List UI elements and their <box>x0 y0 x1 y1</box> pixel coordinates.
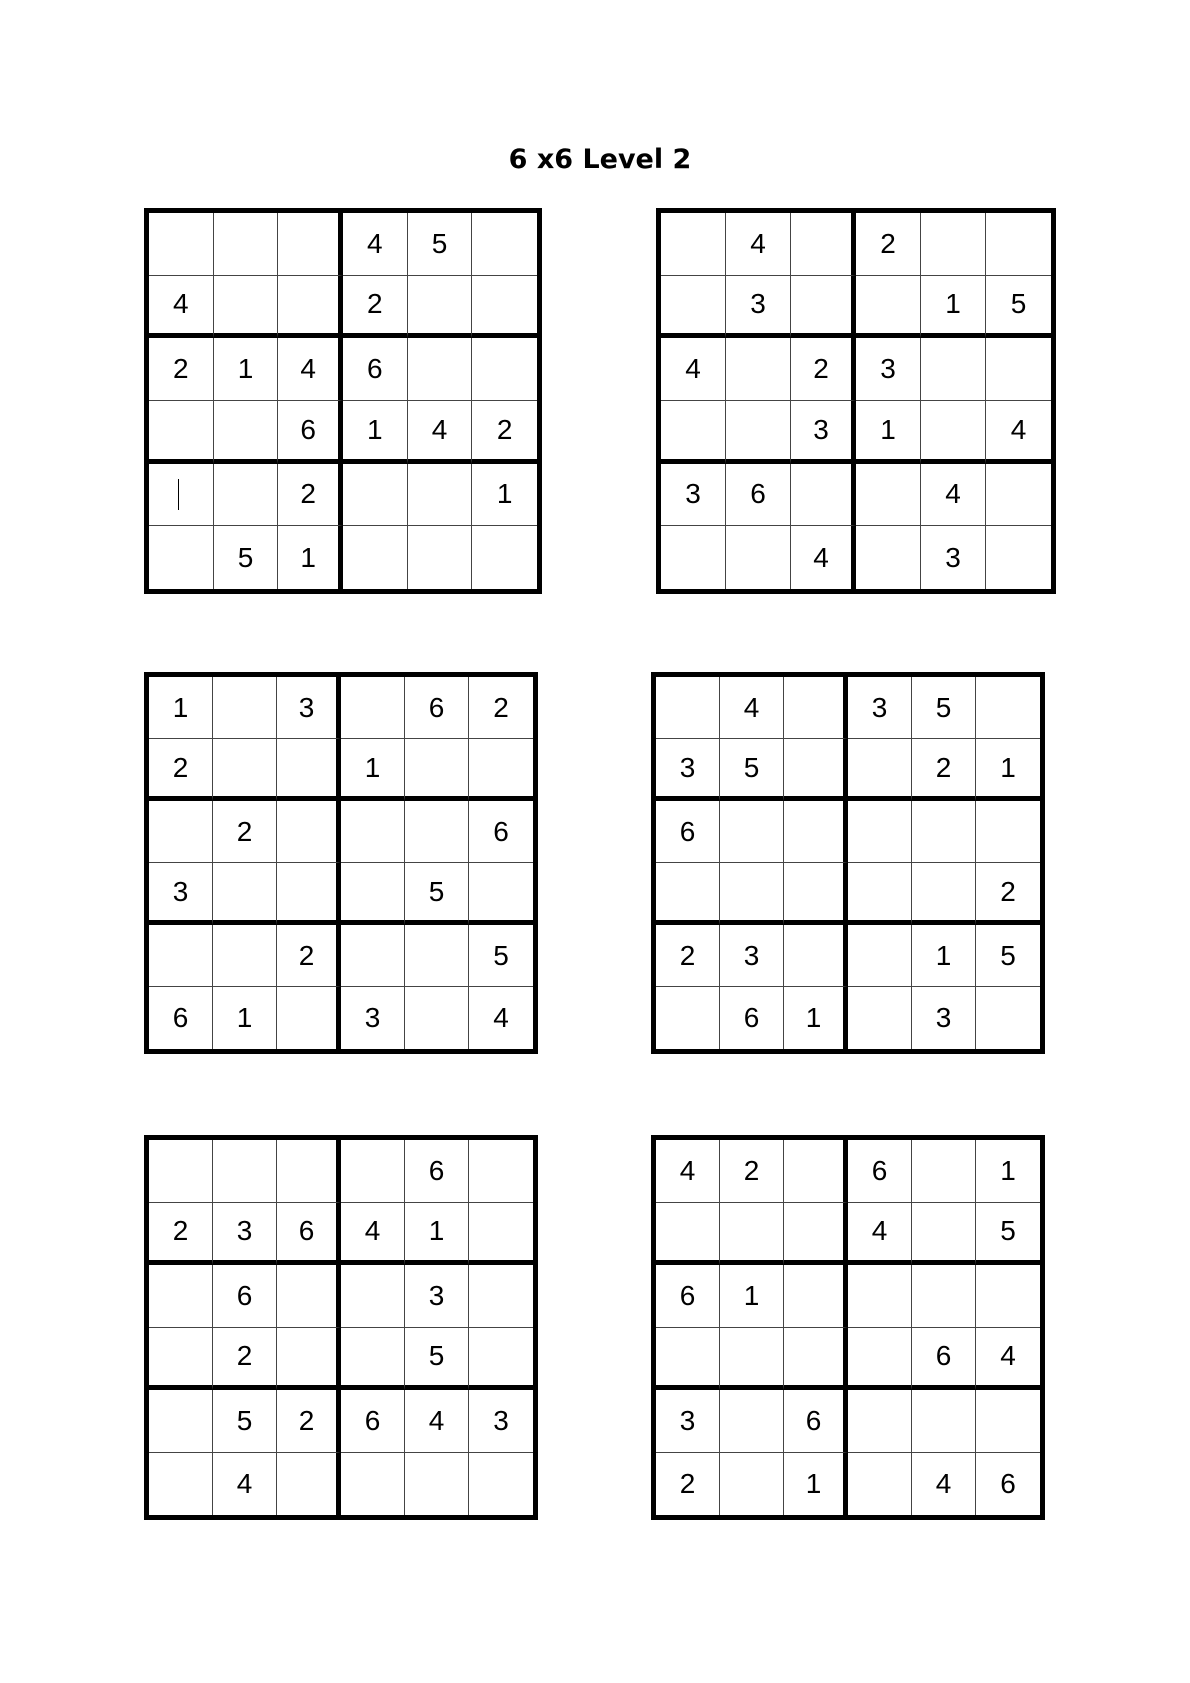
sudoku-cell[interactable] <box>856 526 921 589</box>
sudoku-cell[interactable]: 4 <box>791 526 856 589</box>
sudoku-cell[interactable]: 4 <box>213 1453 277 1516</box>
sudoku-cell[interactable]: 6 <box>213 1265 277 1328</box>
sudoku-cell[interactable] <box>469 863 533 925</box>
sudoku-cell[interactable]: 6 <box>469 801 533 863</box>
sudoku-cell[interactable]: 1 <box>976 1140 1040 1203</box>
sudoku-cell[interactable]: 3 <box>720 925 784 987</box>
sudoku-cell[interactable]: 5 <box>986 276 1051 339</box>
sudoku-cell[interactable] <box>214 276 279 339</box>
sudoku-cell[interactable] <box>472 276 537 339</box>
sudoku-cell[interactable]: 5 <box>214 526 279 589</box>
sudoku-grid-3 <box>144 672 538 1054</box>
sudoku-cell[interactable]: 4 <box>656 1140 720 1203</box>
sudoku-cell[interactable]: 2 <box>656 1453 720 1516</box>
sudoku-cell[interactable] <box>986 338 1051 401</box>
sudoku-cell[interactable] <box>472 338 537 401</box>
sudoku-cell[interactable] <box>661 401 726 464</box>
sudoku-cell[interactable] <box>469 1328 533 1391</box>
sudoku-cell[interactable] <box>848 1453 912 1516</box>
sudoku-grid-5 <box>144 1135 538 1520</box>
sudoku-cell[interactable] <box>656 987 720 1049</box>
sudoku-cell[interactable]: 4 <box>493 1002 509 1033</box>
sudoku-cell[interactable]: 2 <box>469 677 533 739</box>
sudoku-cell[interactable] <box>405 925 469 987</box>
sudoku-cell[interactable]: 4 <box>726 213 791 276</box>
sudoku-cell[interactable]: 3 <box>656 1390 720 1453</box>
sudoku-grid-1 <box>144 208 542 594</box>
sudoku-cell[interactable]: 5 <box>405 863 469 925</box>
sudoku-cell[interactable]: 3 <box>469 1390 533 1453</box>
sudoku-cell[interactable]: 6 <box>277 1203 341 1266</box>
sudoku-cell[interactable] <box>720 1390 784 1453</box>
page-title: 6 x6 Level 2 <box>508 144 692 175</box>
sudoku-cell[interactable] <box>784 677 848 739</box>
sudoku-cell[interactable] <box>472 526 537 589</box>
sudoku-cell[interactable]: 6 <box>656 1265 720 1328</box>
sudoku-cell[interactable]: 4 <box>848 1203 912 1266</box>
sudoku-cell[interactable]: 2 <box>856 213 921 276</box>
sudoku-cell[interactable] <box>149 925 213 987</box>
sudoku-cell[interactable]: 2 <box>976 863 1040 925</box>
sudoku-cell[interactable]: 6 <box>656 801 720 863</box>
sudoku-cell[interactable] <box>976 1265 1040 1328</box>
sudoku-cell[interactable] <box>976 987 1040 1049</box>
sudoku-cell[interactable]: 1 <box>976 739 1040 801</box>
sudoku-cell[interactable] <box>661 213 726 276</box>
sudoku-cell[interactable]: 2 <box>149 739 213 801</box>
sudoku-cell[interactable] <box>784 1140 848 1203</box>
sudoku-cell[interactable]: 3 <box>726 276 791 339</box>
sudoku-cell[interactable]: 5 <box>976 1203 1040 1266</box>
sudoku-cell[interactable]: 3 <box>341 987 405 1049</box>
sudoku-cell[interactable]: 1 <box>856 401 921 464</box>
sudoku-cell[interactable] <box>278 213 343 276</box>
sudoku-cell[interactable]: 3 <box>656 739 720 801</box>
sudoku-cell[interactable]: 2 <box>149 338 214 401</box>
sudoku-cell[interactable]: 1 <box>405 1203 469 1266</box>
sudoku-cell[interactable] <box>976 1390 1040 1453</box>
sudoku-cell[interactable] <box>408 338 473 401</box>
sudoku-cell[interactable] <box>856 464 921 527</box>
sudoku-cell[interactable]: 5 <box>408 213 473 276</box>
sudoku-cell[interactable] <box>912 1265 976 1328</box>
sudoku-cell[interactable] <box>277 1453 341 1516</box>
sudoku-cell[interactable] <box>791 213 856 276</box>
sudoku-cell[interactable] <box>149 801 213 863</box>
text-cursor <box>178 479 179 510</box>
sudoku-cell[interactable] <box>656 1328 720 1391</box>
sudoku-cell[interactable]: 6 <box>848 1140 912 1203</box>
sudoku-cell[interactable] <box>469 1265 533 1328</box>
sudoku-cell[interactable]: 1 <box>784 987 848 1049</box>
sudoku-cell[interactable]: 4 <box>278 338 343 401</box>
sudoku-cell[interactable] <box>341 1453 405 1516</box>
sudoku-cell[interactable] <box>720 801 784 863</box>
sudoku-cell[interactable]: 2 <box>791 338 856 401</box>
sudoku-cell[interactable] <box>341 1140 405 1203</box>
sudoku-cell[interactable]: 1 <box>149 677 213 739</box>
sudoku-grid-4 <box>651 672 1045 1054</box>
sudoku-cell[interactable] <box>278 276 343 339</box>
sudoku-cell[interactable] <box>341 677 405 739</box>
sudoku-cell[interactable]: 4 <box>720 677 784 739</box>
sudoku-cell[interactable]: 6 <box>149 987 213 1049</box>
sudoku-cell[interactable] <box>720 863 784 925</box>
sudoku-cell[interactable]: 2 <box>149 1203 213 1266</box>
sudoku-cell[interactable] <box>149 464 214 527</box>
sudoku-cell[interactable]: 3 <box>213 1203 277 1266</box>
sudoku-cell[interactable] <box>784 863 848 925</box>
sudoku-cell[interactable]: 3 <box>921 526 986 589</box>
sudoku-cell[interactable] <box>213 863 277 925</box>
sudoku-cell[interactable] <box>343 464 408 527</box>
sudoku-cell[interactable]: 3 <box>791 401 856 464</box>
sudoku-cell[interactable] <box>720 1203 784 1266</box>
sudoku-cell[interactable]: 4 <box>405 1390 469 1453</box>
sudoku-cell[interactable] <box>277 987 341 1049</box>
sudoku-cell[interactable] <box>408 526 473 589</box>
sudoku-cell[interactable]: 5 <box>720 739 784 801</box>
sudoku-cell[interactable] <box>912 1203 976 1266</box>
sudoku-cell[interactable]: 2 <box>277 925 341 987</box>
sudoku-cell[interactable]: 6 <box>726 464 791 527</box>
sudoku-cell[interactable]: 6 <box>278 401 343 464</box>
sudoku-cell[interactable] <box>848 1390 912 1453</box>
sudoku-cell[interactable] <box>848 739 912 801</box>
sudoku-cell[interactable] <box>784 801 848 863</box>
sudoku-cell[interactable] <box>214 213 279 276</box>
sudoku-cell[interactable]: 2 <box>656 925 720 987</box>
sudoku-cell[interactable] <box>341 801 405 863</box>
sudoku-cell[interactable] <box>213 739 277 801</box>
sudoku-cell[interactable]: 1 <box>214 338 279 401</box>
sudoku-cell[interactable] <box>921 338 986 401</box>
sudoku-cell[interactable] <box>784 739 848 801</box>
sudoku-cell[interactable] <box>986 526 1051 589</box>
sudoku-cell[interactable]: 2 <box>720 1140 784 1203</box>
sudoku-cell[interactable] <box>720 1328 784 1391</box>
sudoku-cell[interactable]: 1 <box>784 1453 848 1516</box>
sudoku-cell[interactable] <box>661 276 726 339</box>
sudoku-cell[interactable]: 1 <box>912 925 976 987</box>
sudoku-cell[interactable]: 4 <box>343 213 408 276</box>
sudoku-cell[interactable] <box>912 1140 976 1203</box>
sudoku-cell[interactable]: 3 <box>848 677 912 739</box>
sudoku-cell[interactable]: 3 <box>405 1265 469 1328</box>
sudoku-cell[interactable] <box>277 1328 341 1391</box>
sudoku-cell[interactable] <box>726 401 791 464</box>
sudoku-cell[interactable] <box>472 213 537 276</box>
sudoku-cell[interactable]: 4 <box>976 1328 1040 1391</box>
sudoku-cell[interactable] <box>856 276 921 339</box>
sudoku-cell[interactable] <box>720 1453 784 1516</box>
sudoku-cell[interactable] <box>149 1390 213 1453</box>
sudoku-cell[interactable]: 2 <box>278 464 343 527</box>
sudoku-cell[interactable]: 4 <box>921 464 986 527</box>
sudoku-cell[interactable] <box>277 739 341 801</box>
sudoku-cell[interactable] <box>726 526 791 589</box>
sudoku-cell[interactable] <box>848 1328 912 1391</box>
sudoku-cell[interactable]: 5 <box>912 677 976 739</box>
sudoku-cell[interactable] <box>213 1140 277 1203</box>
sudoku-cell[interactable]: 6 <box>405 1140 469 1203</box>
sudoku-cell[interactable] <box>469 1203 533 1266</box>
sudoku-cell[interactable] <box>848 863 912 925</box>
sudoku-cell[interactable]: 3 <box>912 987 976 1049</box>
sudoku-cell[interactable] <box>341 1328 405 1391</box>
sudoku-cell[interactable] <box>986 464 1051 527</box>
sudoku-cell[interactable] <box>341 1265 405 1328</box>
sudoku-cell[interactable]: 1 <box>213 987 277 1049</box>
sudoku-cell[interactable] <box>791 276 856 339</box>
sudoku-cell[interactable] <box>405 739 469 801</box>
sudoku-cell[interactable]: 2 <box>472 401 537 464</box>
sudoku-cell[interactable] <box>408 276 473 339</box>
sudoku-cell[interactable]: 6 <box>912 1328 976 1391</box>
sudoku-cell[interactable]: 4 <box>149 276 214 339</box>
sudoku-cell[interactable] <box>848 987 912 1049</box>
sudoku-cell[interactable] <box>784 1265 848 1328</box>
sudoku-cell[interactable]: 1 <box>278 526 343 589</box>
sudoku-cell[interactable] <box>149 1328 213 1391</box>
sudoku-cell[interactable]: 2 <box>343 276 408 339</box>
sudoku-cell[interactable] <box>661 526 726 589</box>
sudoku-cell[interactable]: 1 <box>921 276 986 339</box>
sudoku-cell[interactable] <box>149 401 214 464</box>
sudoku-cell[interactable] <box>405 1453 469 1516</box>
sudoku-cell[interactable] <box>408 464 473 527</box>
sudoku-cell[interactable] <box>784 1203 848 1266</box>
sudoku-cell[interactable] <box>791 464 856 527</box>
sudoku-cell[interactable]: 4 <box>408 401 473 464</box>
sudoku-cell[interactable]: 6 <box>343 338 408 401</box>
sudoku-cell[interactable] <box>469 739 533 801</box>
sudoku-cell[interactable] <box>784 1328 848 1391</box>
sudoku-cell[interactable] <box>214 464 279 527</box>
sudoku-cell[interactable] <box>214 401 279 464</box>
sudoku-cell[interactable] <box>149 1265 213 1328</box>
sudoku-cell[interactable]: 2 <box>912 739 976 801</box>
sudoku-cell[interactable] <box>149 1140 213 1203</box>
sudoku-cell[interactable] <box>656 677 720 739</box>
sudoku-cell[interactable]: 3 <box>277 677 341 739</box>
sudoku-cell[interactable]: 5 <box>469 925 533 987</box>
sudoku-grid-2 <box>656 208 1056 594</box>
sudoku-cell[interactable] <box>213 677 277 739</box>
sudoku-cell[interactable] <box>277 1265 341 1328</box>
sudoku-cell[interactable] <box>912 1390 976 1453</box>
sudoku-cell[interactable]: 4 <box>986 401 1051 464</box>
sudoku-cell[interactable] <box>469 1453 533 1516</box>
sudoku-cell[interactable] <box>149 526 214 589</box>
sudoku-cell[interactable]: 5 <box>213 1390 277 1453</box>
sudoku-cell[interactable]: 1 <box>343 401 408 464</box>
sudoku-cell[interactable] <box>405 987 469 1049</box>
sudoku-cell[interactable]: 5 <box>405 1328 469 1391</box>
sudoku-cell[interactable]: 6 <box>720 987 784 1049</box>
sudoku-cell[interactable]: 6 <box>784 1390 848 1453</box>
sudoku-cell[interactable] <box>341 925 405 987</box>
sudoku-cell[interactable] <box>848 925 912 987</box>
sudoku-cell[interactable] <box>656 863 720 925</box>
sudoku-cell[interactable] <box>277 1140 341 1203</box>
sudoku-cell[interactable]: 3 <box>856 338 921 401</box>
sudoku-cell[interactable]: 4 <box>912 1453 976 1516</box>
sudoku-cell[interactable] <box>149 213 214 276</box>
sudoku-cell[interactable]: 2 <box>277 1390 341 1453</box>
sudoku-cell[interactable]: 1 <box>472 464 537 527</box>
sudoku-grid-6 <box>651 1135 1045 1520</box>
sudoku-cell[interactable] <box>469 1140 533 1203</box>
sudoku-cell[interactable] <box>848 1265 912 1328</box>
sudoku-cell[interactable] <box>341 863 405 925</box>
sudoku-cell[interactable] <box>343 526 408 589</box>
sudoku-cell[interactable]: 3 <box>661 464 726 527</box>
sudoku-cell[interactable] <box>213 925 277 987</box>
sudoku-cell[interactable] <box>656 1203 720 1266</box>
sudoku-cell[interactable] <box>986 213 1051 276</box>
sudoku-cell[interactable] <box>149 1453 213 1516</box>
sudoku-cell[interactable]: 1 <box>720 1265 784 1328</box>
sudoku-cell[interactable]: 5 <box>976 925 1040 987</box>
sudoku-cell[interactable]: 6 <box>1000 1467 1016 1499</box>
sudoku-cell[interactable] <box>912 801 976 863</box>
sudoku-cell[interactable]: 4 <box>661 338 726 401</box>
sudoku-cell[interactable] <box>921 401 986 464</box>
sudoku-cell[interactable] <box>405 801 469 863</box>
sudoku-cell[interactable]: 4 <box>341 1203 405 1266</box>
sudoku-cell[interactable] <box>277 801 341 863</box>
sudoku-cell[interactable]: 1 <box>341 739 405 801</box>
sudoku-cell[interactable] <box>726 338 791 401</box>
sudoku-cell[interactable]: 6 <box>405 677 469 739</box>
sudoku-cell[interactable] <box>912 863 976 925</box>
sudoku-cell[interactable]: 6 <box>341 1390 405 1453</box>
sudoku-cell[interactable]: 3 <box>149 863 213 925</box>
sudoku-cell[interactable] <box>277 863 341 925</box>
sudoku-cell[interactable]: 2 <box>213 1328 277 1391</box>
sudoku-cell[interactable] <box>921 213 986 276</box>
sudoku-cell[interactable] <box>976 801 1040 863</box>
sudoku-cell[interactable] <box>976 677 1040 739</box>
sudoku-cell[interactable] <box>784 925 848 987</box>
sudoku-cell[interactable] <box>848 801 912 863</box>
sudoku-cell[interactable]: 2 <box>213 801 277 863</box>
